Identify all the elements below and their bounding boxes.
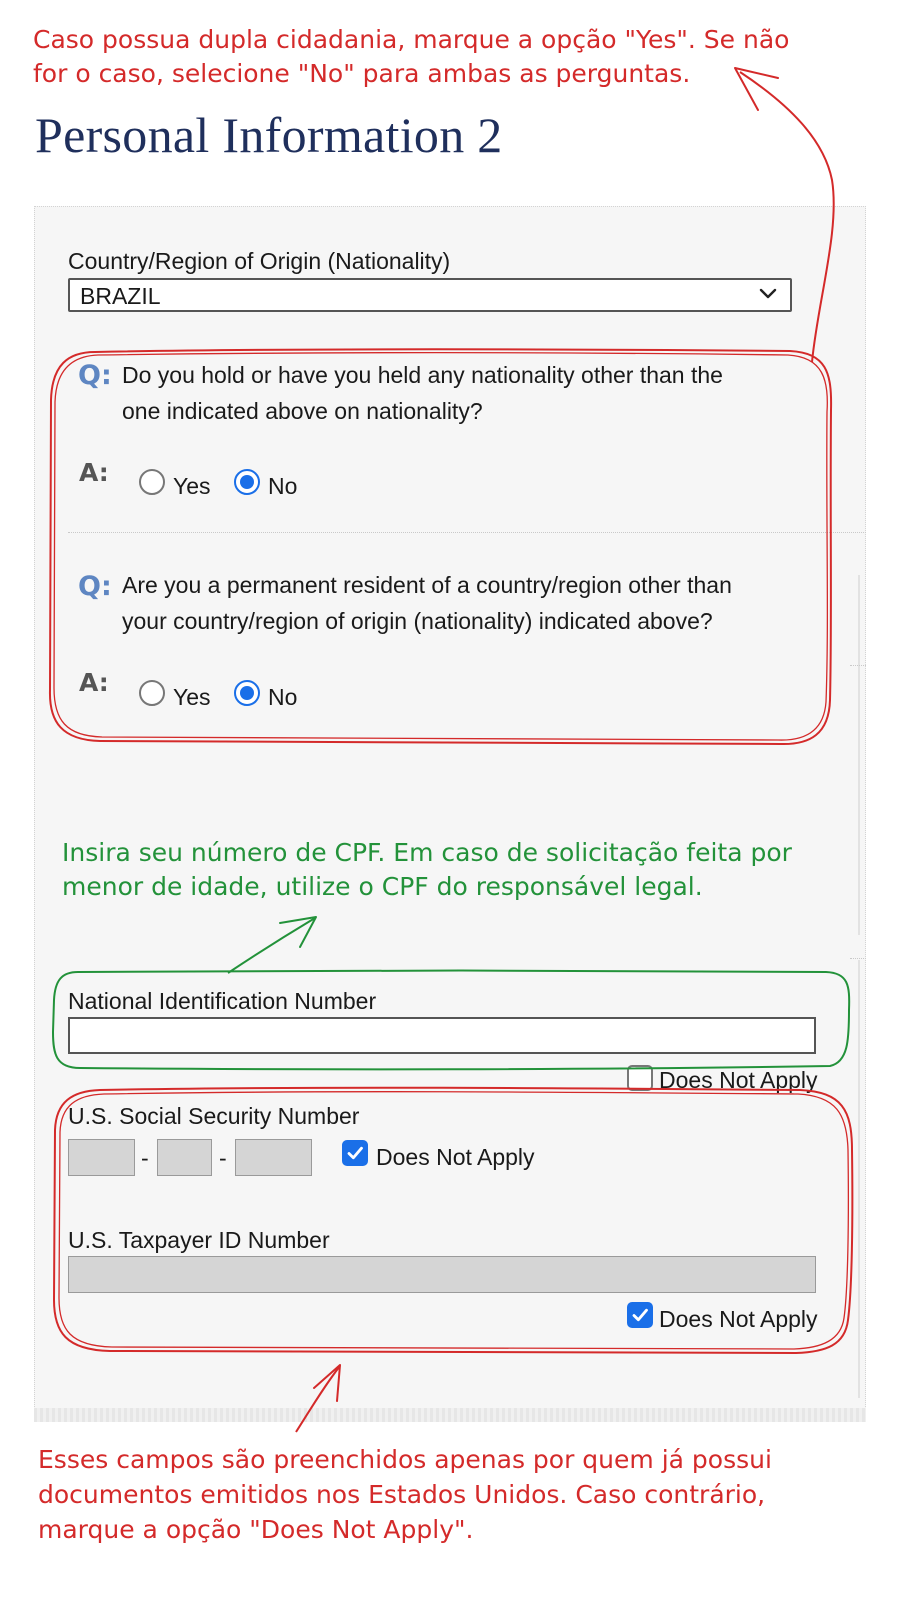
ssn-does-not-apply-label: Does Not Apply [376, 1144, 535, 1170]
question1-no-label: No [268, 473, 298, 499]
panel-scroll-track [858, 575, 860, 935]
question1-line2: one indicated above on nationality? [122, 398, 483, 424]
nationality-value: BRAZIL [80, 283, 161, 309]
national-id-does-not-apply-label: Does Not Apply [659, 1067, 818, 1093]
checkmark-icon [345, 1143, 365, 1163]
annotation-bottom-line2: documentos emitidos nos Estados Unidos. Caso contrário, [38, 1480, 766, 1509]
answer-marker: A: [79, 458, 109, 487]
checkmark-icon [630, 1305, 650, 1325]
answer-marker: A: [79, 668, 109, 697]
question2-no-label: No [268, 684, 298, 710]
question-marker: Q: [78, 360, 112, 391]
taxpayer-id-label: U.S. Taxpayer ID Number [68, 1227, 330, 1253]
annotation-top-line1: Caso possua dupla cidadania, marque a opção "Yes". Se não [33, 25, 790, 54]
panel-scroll-track-lower [858, 960, 860, 1398]
annotation-top-line2: for o caso, selecione "No" para ambas as perguntas. [33, 59, 691, 88]
question1-yes-radio[interactable] [139, 469, 165, 495]
question-divider [68, 532, 866, 533]
question2-no-radio[interactable] [234, 680, 260, 706]
annotation-green-line1: Insira seu número de CPF. Em caso de solicitação feita por [62, 838, 792, 867]
panel-bottom-edge [34, 1408, 866, 1422]
question1-yes-label: Yes [173, 473, 211, 499]
annotation-bottom-line1: Esses campos são preenchidos apenas por quem já possui [38, 1445, 772, 1474]
question2-yes-label: Yes [173, 684, 211, 710]
taxpayer-id-input[interactable] [68, 1256, 816, 1293]
question1-line1: Do you hold or have you held any nationality other than the [122, 362, 723, 388]
chevron-down-icon [758, 286, 778, 305]
question1-no-radio[interactable] [234, 469, 260, 495]
question2-line2: your country/region of origin (nationality) indicated above? [122, 608, 713, 634]
page-title: Personal Information 2 [35, 107, 503, 163]
question-marker: Q: [78, 571, 112, 602]
nationality-select[interactable] [68, 278, 792, 312]
ssn-does-not-apply-checkbox[interactable] [342, 1140, 368, 1166]
annotation-green-line2: menor de idade, utilize o CPF do responsável legal. [62, 872, 703, 901]
ssn-part1-input[interactable] [68, 1139, 135, 1176]
red-arrow-top-head [735, 68, 778, 110]
ssn-part3-input[interactable] [235, 1139, 312, 1176]
national-id-does-not-apply-checkbox[interactable] [627, 1065, 653, 1091]
divider-stub-2 [850, 958, 866, 959]
ssn-separator: - [219, 1145, 227, 1171]
taxpayer-does-not-apply-label: Does Not Apply [659, 1306, 818, 1332]
national-id-input[interactable] [68, 1017, 816, 1054]
ssn-part2-input[interactable] [157, 1139, 212, 1176]
national-id-label: National Identification Number [68, 988, 377, 1014]
nationality-label: Country/Region of Origin (Nationality) [68, 248, 451, 274]
question2-line1: Are you a permanent resident of a country/region other than [122, 572, 732, 598]
ssn-separator: - [141, 1145, 149, 1171]
annotation-bottom-line3: marque a opção "Does Not Apply". [38, 1515, 474, 1544]
divider-stub [850, 665, 866, 666]
taxpayer-does-not-apply-checkbox[interactable] [627, 1302, 653, 1328]
question2-yes-radio[interactable] [139, 680, 165, 706]
ssn-label: U.S. Social Security Number [68, 1103, 360, 1129]
